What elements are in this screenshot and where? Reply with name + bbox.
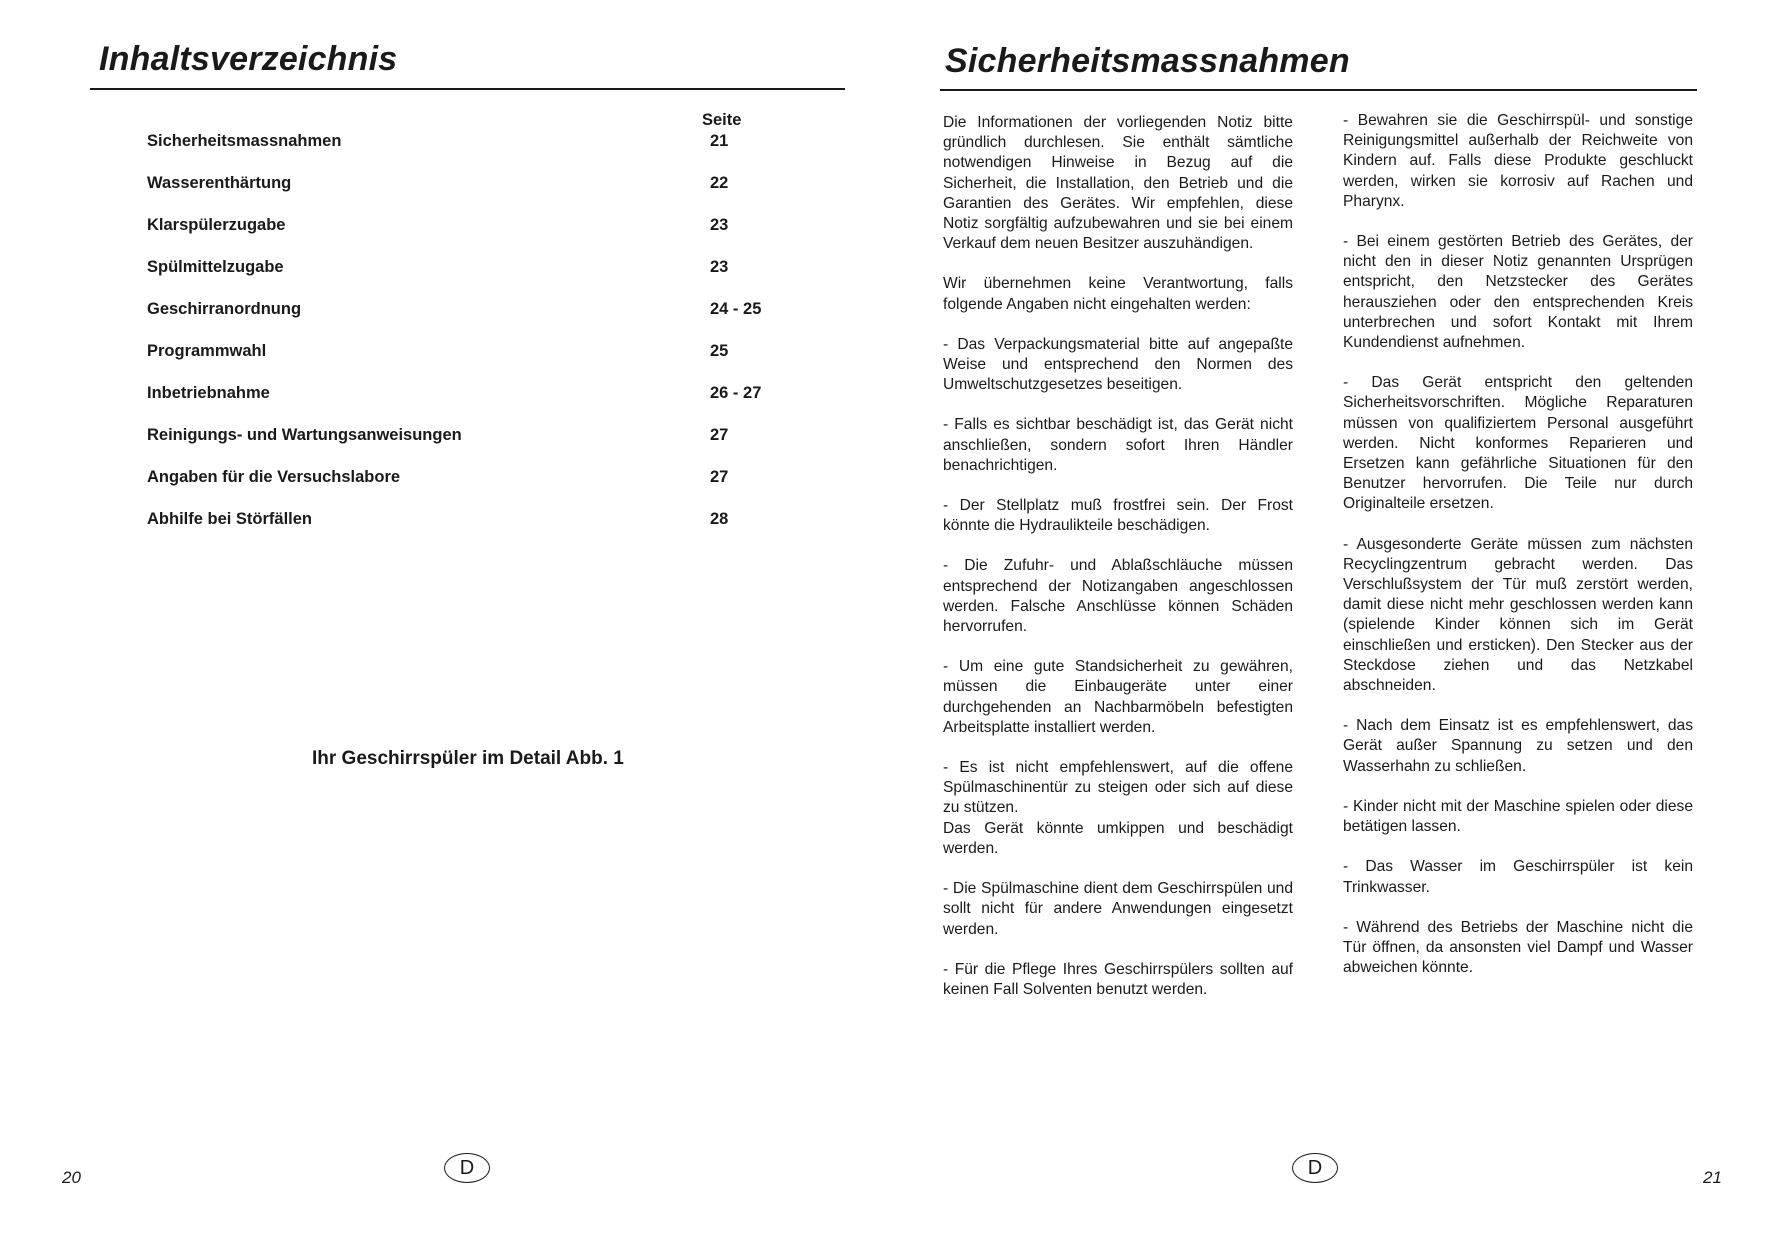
toc-entry-page: 27	[710, 468, 729, 486]
toc-entry-title: Abhilfe bei Störfällen	[147, 510, 313, 528]
paragraph: - Bei einem gestörten Betrieb des Gerätes, der nicht den in dieser Notiz genannten Ursprügen entspricht, den Netzstecker des Gerätes herausziehen oder den entsprechenden Kreis unterbrechen und sofort Kontakt mit Ihrem Kundendienst aufnehmen.	[1343, 233, 1693, 352]
toc-entry[interactable]	[147, 216, 787, 258]
toc-entry-title: Sicherheitsmassnahmen	[147, 132, 342, 150]
paragraph: - Für die Pflege Ihres Geschirrspülers sollten auf keinen Fall Solventen benutzt werden.	[943, 960, 1293, 998]
toc-entry-title: Reinigungs- und Wartungsanweisungen	[147, 426, 462, 444]
text-column-right	[1343, 111, 1693, 998]
page-number: 21	[1703, 1168, 1722, 1187]
toc-entry[interactable]	[147, 510, 787, 552]
paragraph: - Bewahren sie die Geschirrspül- und sonstige Reinigungsmittel außerhalb der Reichweite von Kindern auf. Falls diese Produkte geschluckt werden, wirken sie korrosiv auf Rachen und Pharynx.	[1343, 112, 1693, 210]
toc-entry-title: Programmwahl	[147, 342, 267, 360]
paragraph: - Der Stellplatz muß frostfrei sein. Der Frost könnte die Hydraulikteile beschädigen.	[943, 497, 1293, 535]
toc-entry[interactable]	[147, 300, 787, 342]
toc-entry[interactable]	[147, 342, 787, 384]
paragraph: - Das Wasser im Geschirrspüler ist kein Trinkwasser.	[1343, 858, 1693, 896]
toc-entry-page: 22	[710, 174, 729, 192]
toc-entry-page: 21	[710, 132, 729, 150]
toc-entry[interactable]	[147, 384, 787, 426]
toc-entry[interactable]	[147, 468, 787, 510]
paragraph: Wir übernehmen keine Verantwortung, falls folgende Angaben nicht eingehalten werden:	[943, 275, 1293, 313]
toc-page-column-header: Seite	[702, 111, 742, 129]
toc-entry-title: Geschirranordnung	[147, 300, 302, 318]
figure-caption: Ihr Geschirrspüler im Detail Abb. 1	[312, 748, 624, 769]
paragraph: - Das Verpackungsmaterial bitte auf angepaßte Weise und entsprechend den Normen des Umweltschutzgesetzes beseitigen.	[943, 335, 1293, 394]
toc-entry-page: 27	[710, 426, 729, 444]
toc-entry-page: 28	[710, 510, 729, 528]
paragraph: - Um eine gute Standsicherheit zu gewähren, müssen die Einbaugeräte unter einer durchgehenden an Nachbarmöbeln befestigten Arbeitsplatte installiert werden.	[943, 658, 1293, 736]
paragraph: - Während des Betriebs der Maschine nicht die Tür öffnen, da ansonsten viel Dampf und Wasser abweichen könnte.	[1343, 918, 1693, 977]
paragraph: - Das Gerät entspricht den geltenden Sicherheitsvorschriften. Mögliche Reparaturen müssen von qualifiziertem Personal ausgeführt werden. Nicht konformes Reparieren und Ersetzen kann gefährliche Situationen für den Benutzer hervorrufen. Die Teile nur durch Originalteile ersetzen.	[1343, 374, 1693, 513]
toc-entry[interactable]	[147, 174, 787, 216]
toc-entry-title: Wasserenthärtung	[147, 174, 292, 192]
toc-entry-page: 24 - 25	[710, 300, 762, 318]
paragraph: - Kinder nicht mit der Maschine spielen oder diese betätigen lassen.	[1343, 797, 1693, 836]
right-page	[886, 0, 1772, 1241]
toc-entry-title: Inbetriebnahme	[147, 384, 270, 402]
toc-entry[interactable]	[147, 258, 787, 300]
toc-entry-page: 23	[710, 216, 729, 234]
toc-entry-page: 23	[710, 258, 729, 276]
paragraph: - Die Zufuhr- und Ablaßschläuche müssen entsprechend der Notizangaben angeschlossen werden. Falsche Anschlüsse können Schäden hervorrufen.	[943, 557, 1293, 636]
paragraph: Das Gerät könnte umkippen und beschädigt werden.	[943, 819, 1293, 857]
toc-entry-title: Spülmittelzugabe	[147, 258, 284, 276]
page-number: 20	[62, 1168, 81, 1187]
page-title-safety: Sicherheitsmassnahmen	[945, 42, 1350, 80]
toc-entry-page: 25	[710, 342, 729, 360]
toc-entry-page: 26 - 27	[710, 384, 762, 402]
paragraph: - Die Spülmaschine dient dem Geschirrspülen und sollt nicht für andere Anwendungen eingesetzt werden.	[943, 880, 1293, 938]
text-column-left	[943, 113, 1293, 1020]
paragraph: - Es ist nicht empfehlenswert, auf die offene Spülmaschinentür zu steigen oder sich auf diese zu stützen.	[943, 759, 1293, 817]
toc-entry[interactable]	[147, 426, 787, 468]
toc-entry[interactable]	[147, 132, 787, 174]
toc-entry-title: Klarspülerzugabe	[147, 216, 286, 234]
paragraph: Die Informationen der vorliegenden Notiz bitte gründlich durchlesen. Sie enthält sämtliche notwendigen Hinweise in Bezug auf die Sicherheit, die Installation, den Betrieb und die Garantien des Gerätes. Wir empfehlen, diese Notiz sorgfältig aufzubewahren und sie bei einem Verkauf dem neuen Besitzer auszuhändigen.	[943, 114, 1293, 253]
language-badge: D	[1292, 1153, 1338, 1183]
heading-rule	[940, 89, 1697, 91]
toc-entry-title: Angaben für die Versuchslabore	[147, 468, 401, 486]
language-badge: D	[444, 1153, 490, 1183]
paragraph: - Ausgesonderte Geräte müssen zum nächsten Recyclingzentrum gebracht werden. Das Verschlußsystem der Tür muß zerstört werden, damit diese nicht mehr geschlossen werden kann (spielende Kinder können sich im Gerät einschließen und ersticken). Den Stecker aus der Steckdose ziehen und das Netzkabel abschneiden.	[1343, 535, 1693, 695]
page-title-contents: Inhaltsverzeichnis	[99, 40, 398, 78]
heading-rule	[90, 88, 845, 90]
paragraph: - Falls es sichtbar beschädigt ist, das Gerät nicht anschließen, sondern sofort Ihren Händler benachrichtigen.	[943, 416, 1293, 474]
table-of-contents	[147, 132, 787, 552]
paragraph: - Nach dem Einsatz ist es empfehlenswert, das Gerät außer Spannung zu setzen und den Wasserhahn zu schließen.	[1343, 717, 1693, 775]
